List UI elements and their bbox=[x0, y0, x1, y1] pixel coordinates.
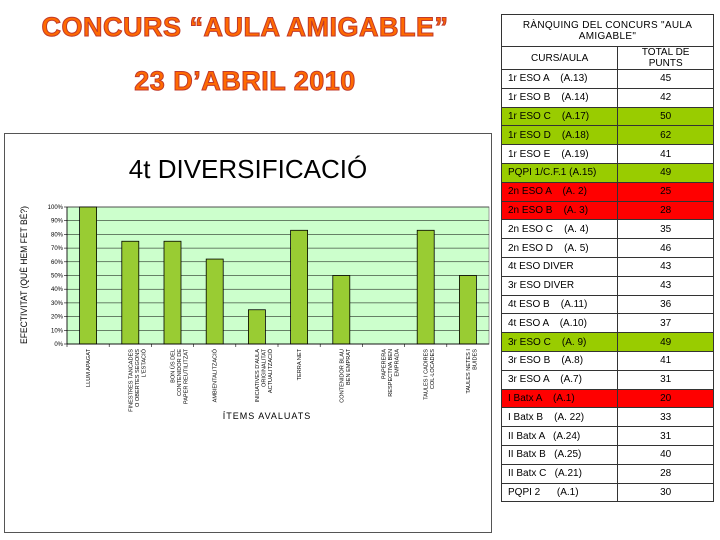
ranking-points-cell: 35 bbox=[618, 220, 714, 239]
ranking-points-cell: 62 bbox=[618, 126, 714, 145]
ranking-row bbox=[502, 445, 714, 464]
ranking-points-cell: 41 bbox=[618, 351, 714, 370]
ranking-points-cell: 31 bbox=[618, 370, 714, 389]
ranking-course-cell: 3r ESO A (A.7) bbox=[502, 370, 618, 389]
ranking-points-cell: 28 bbox=[618, 201, 714, 220]
y-tick-label: 100% bbox=[47, 205, 63, 211]
x-tick-label: FINESTRES TANCADESO OBERTES SEGONSL'ESTACIÓ bbox=[128, 349, 148, 412]
ranking-course-cell: 1r ESO A (A.13) bbox=[502, 70, 618, 89]
y-tick-label: 20% bbox=[50, 314, 63, 321]
ranking-row bbox=[502, 333, 714, 352]
ranking-course-cell: 1r ESO C (A.17) bbox=[502, 107, 618, 126]
ranking-course-cell: 2n ESO B (A. 3) bbox=[502, 201, 618, 220]
ranking-row bbox=[502, 107, 714, 126]
ranking-points-cell: 42 bbox=[618, 88, 714, 107]
ranking-points-cell: 33 bbox=[618, 408, 714, 427]
ranking-course-cell: I Batx B (A. 22) bbox=[502, 408, 618, 427]
bar bbox=[417, 230, 434, 344]
bar bbox=[459, 276, 476, 345]
ranking-row bbox=[502, 295, 714, 314]
bar bbox=[80, 207, 97, 344]
ranking-points-cell: 50 bbox=[618, 107, 714, 126]
ranking-row bbox=[502, 314, 714, 333]
ranking-row bbox=[502, 70, 714, 89]
ranking-title: RÀNQUING DEL CONCURS "AULA AMIGABLE" bbox=[502, 15, 714, 47]
ranking-course-cell: 2n ESO C (A. 4) bbox=[502, 220, 618, 239]
ranking-row bbox=[502, 182, 714, 201]
ranking-row bbox=[502, 145, 714, 164]
ranking-row bbox=[502, 201, 714, 220]
ranking-points-cell: 40 bbox=[618, 445, 714, 464]
y-tick-label: 30% bbox=[50, 300, 63, 307]
ranking-course-cell: PQPI 2 (A.1) bbox=[502, 483, 618, 502]
ranking-points-cell: 46 bbox=[618, 239, 714, 258]
bar bbox=[122, 241, 139, 344]
bar bbox=[291, 230, 308, 344]
ranking-row bbox=[502, 163, 714, 182]
ranking-points-cell: 36 bbox=[618, 295, 714, 314]
column-header-course: CURS/AULA bbox=[502, 47, 618, 70]
contest-date: 23 D’ABRIL 2010 bbox=[134, 66, 356, 96]
y-tick-label: 60% bbox=[50, 259, 63, 266]
ranking-row bbox=[502, 126, 714, 145]
ranking-course-cell: II Batx A (A.24) bbox=[502, 427, 618, 446]
chart-panel bbox=[4, 133, 492, 533]
ranking-course-cell: I Batx A (A.1) bbox=[502, 389, 618, 408]
y-tick-label: 90% bbox=[50, 218, 63, 225]
ranking-points-cell: 45 bbox=[618, 70, 714, 89]
y-tick-label: 10% bbox=[50, 328, 63, 335]
bar bbox=[164, 241, 181, 344]
ranking-row bbox=[502, 351, 714, 370]
ranking-row bbox=[502, 389, 714, 408]
contest-title: CONCURS “AULA AMIGABLE” bbox=[41, 12, 449, 42]
x-tick-label: LLUM APAGAT bbox=[86, 349, 93, 388]
y-tick-label: 0% bbox=[54, 342, 63, 348]
y-tick-label: 70% bbox=[50, 246, 63, 253]
ranking-course-cell: 3r ESO DIVER bbox=[502, 276, 618, 295]
x-tick-label: AMBIENTALITZACIÓ bbox=[212, 349, 219, 403]
ranking-course-cell: 1r ESO D (A.18) bbox=[502, 126, 618, 145]
x-tick-label: CONTENIDOR BLAUBEN EMPRAT bbox=[339, 349, 352, 403]
x-tick-label: TERRA NET bbox=[297, 349, 304, 381]
ranking-course-cell: 3r ESO B (A.8) bbox=[502, 351, 618, 370]
ranking-course-cell: 2n ESO D (A. 5) bbox=[502, 239, 618, 258]
x-axis-label: ÍTEMS AVALUATS bbox=[222, 411, 312, 421]
ranking-points-cell: 28 bbox=[618, 464, 714, 483]
ranking-row bbox=[502, 370, 714, 389]
chart-title: 4t DIVERSIFICACIÓ bbox=[128, 154, 368, 184]
ranking-course-cell: 4t ESO B (A.11) bbox=[502, 295, 618, 314]
ranking-course-cell: 4t ESO A (A.10) bbox=[502, 314, 618, 333]
ranking-course-cell: 4t ESO DIVER bbox=[502, 257, 618, 276]
bar bbox=[333, 276, 350, 345]
ranking-course-cell: 1r ESO E (A.19) bbox=[502, 145, 618, 164]
ranking-points-cell: 30 bbox=[618, 483, 714, 502]
ranking-course-cell: PQPI 1/C.F.1 (A.15) bbox=[502, 163, 618, 182]
ranking-row bbox=[502, 88, 714, 107]
ranking-course-cell: II Batx B (A.25) bbox=[502, 445, 618, 464]
ranking-points-cell: 49 bbox=[618, 333, 714, 352]
ranking-row bbox=[502, 220, 714, 239]
y-tick-label: 80% bbox=[50, 232, 63, 239]
ranking-course-cell: 3r ESO C (A. 9) bbox=[502, 333, 618, 352]
bar bbox=[248, 310, 265, 344]
ranking-course-cell: 1r ESO B (A.14) bbox=[502, 88, 618, 107]
y-tick-label: 50% bbox=[50, 273, 63, 280]
ranking-points-cell: 31 bbox=[618, 427, 714, 446]
column-header-points: TOTAL DE PUNTS bbox=[618, 47, 714, 70]
ranking-row bbox=[502, 427, 714, 446]
x-tick-label: TAULES NETES IBUIDES bbox=[465, 349, 479, 394]
ranking-points-cell: 37 bbox=[618, 314, 714, 333]
ranking-points-cell: 43 bbox=[618, 276, 714, 295]
ranking-row bbox=[502, 408, 714, 427]
ranking-row bbox=[502, 257, 714, 276]
x-tick-label: PAPERERARESPECTIVA BENEMPRADA bbox=[381, 349, 401, 397]
ranking-table bbox=[501, 14, 714, 502]
bar bbox=[206, 259, 223, 344]
ranking-row bbox=[502, 464, 714, 483]
ranking-points-cell: 20 bbox=[618, 389, 714, 408]
ranking-points-cell: 49 bbox=[618, 163, 714, 182]
ranking-points-cell: 41 bbox=[618, 145, 714, 164]
x-tick-label: TAULES I CADIRESCOL·LOCADES bbox=[423, 349, 437, 400]
effectiveness-chart bbox=[5, 134, 493, 534]
y-axis-label: EFECTIVITAT (QUÈ HEM FET BÉ?) bbox=[19, 198, 29, 344]
x-tick-label: BON ÚS DELCONTENIDOR DEPAPER REUTILITZAT bbox=[170, 349, 190, 405]
ranking-row bbox=[502, 483, 714, 502]
ranking-course-cell: 2n ESO A (A. 2) bbox=[502, 182, 618, 201]
ranking-row bbox=[502, 239, 714, 258]
ranking-row bbox=[502, 276, 714, 295]
y-tick-label: 40% bbox=[50, 287, 63, 294]
ranking-course-cell: II Batx C (A.21) bbox=[502, 464, 618, 483]
ranking-points-cell: 43 bbox=[618, 257, 714, 276]
ranking-points-cell: 25 bbox=[618, 182, 714, 201]
x-tick-label: INICIATIVES D'AULAORIGINALITATACTUALITZACIÓ bbox=[254, 349, 274, 403]
